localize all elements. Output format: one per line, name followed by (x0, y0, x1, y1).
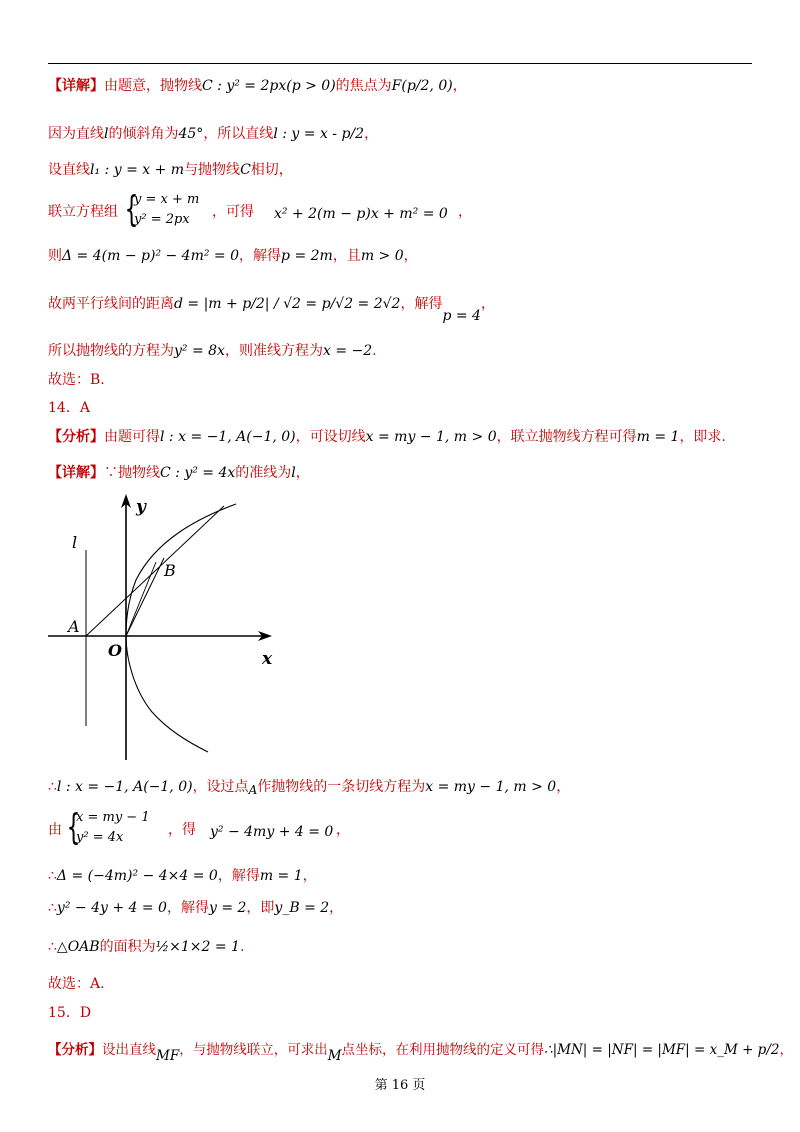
math: l : x = −1, A(−1, 0) (160, 429, 296, 445)
math: p = 2m (281, 248, 333, 264)
text: ， (403, 248, 418, 264)
math: ½×1×2 = 1 (155, 939, 240, 955)
text: ，则准线方程为 (224, 343, 323, 359)
text: ， (364, 126, 379, 142)
text: 的焦点为 (335, 78, 392, 94)
math: l₁ : y = x + m (90, 162, 185, 178)
math: 45° (178, 126, 204, 142)
line-7 (48, 341, 377, 361)
math: x = my − 1 (76, 810, 150, 825)
math: F(p/2, 0) (391, 78, 453, 94)
line-1 (48, 76, 467, 96)
label-o: O (108, 641, 122, 660)
parabola-figure (48, 490, 288, 765)
text: ，得 (168, 822, 196, 838)
text: 则 (48, 248, 62, 264)
math: y = 2 (208, 900, 247, 916)
detail-heading: 【详解】 (48, 465, 104, 481)
line-5 (48, 246, 418, 266)
math: p = 4 (442, 308, 481, 324)
text: ，设过点 (192, 779, 249, 795)
math: △OAB (56, 939, 100, 955)
math: y² − 4my + 4 = 0 (210, 824, 334, 840)
text: . (239, 939, 245, 955)
line-10 (48, 427, 726, 447)
math: M (327, 1048, 342, 1064)
line-2 (48, 124, 378, 144)
line-15 (48, 898, 343, 918)
math: MF (156, 1048, 180, 1064)
answer-b: 故选：B. (48, 372, 105, 388)
text: ， (329, 900, 344, 916)
page-footer: 第 16 页 (374, 1078, 426, 1093)
line-12 (48, 777, 570, 797)
text: ，与抛物线联立，可求出 (179, 1042, 328, 1058)
text: ，即 (246, 900, 275, 916)
text: ， (556, 779, 571, 795)
tangent-line (86, 506, 224, 636)
label-a: A (68, 617, 80, 636)
math: y² − 4y + 4 = 0 (56, 900, 167, 916)
text: 由题意，抛物线 (104, 78, 202, 94)
text: ，解得 (217, 868, 260, 884)
math: ∴|MN| = |NF| = |MF| = x_M + p/2 (544, 1042, 780, 1058)
text: ， (336, 822, 350, 838)
text: 的面积为 (99, 939, 156, 955)
math: C (240, 162, 251, 178)
line-11 (48, 463, 310, 483)
text: ，可得 (212, 204, 254, 220)
text: ∴ (48, 900, 57, 916)
line-6 (48, 294, 495, 324)
line-3 (48, 160, 293, 180)
text: ， (480, 296, 495, 312)
text: ， (302, 868, 317, 884)
math: l (291, 465, 296, 481)
text: ，解得 (239, 248, 282, 264)
math: C : y² = 4x (160, 465, 236, 481)
text: ，联立抛物线方程可得 (496, 429, 637, 445)
text: 与抛物线 (184, 162, 241, 178)
text: ，即求. (679, 429, 726, 445)
math: y_B = 2 (274, 900, 330, 916)
text: ， (295, 465, 310, 481)
math: m = 1 (259, 868, 303, 884)
question-14-label: 14．A (48, 400, 90, 416)
text: 点坐标，在利用抛物线的定义可得 (341, 1042, 545, 1058)
answer-a: 故选：A. (48, 976, 105, 992)
detail-heading: 【详解】 (48, 78, 104, 94)
brace: { (66, 807, 81, 848)
math: l : x = −1, A(−1, 0) (56, 779, 193, 795)
text: ∴ (48, 868, 57, 884)
math: C : y² = 2px(p > 0) (202, 78, 336, 94)
math: y = x + m (134, 192, 200, 207)
label-y: y (136, 497, 146, 517)
text: ∴ (48, 939, 57, 955)
math: x² + 2(m − p)x + m² = 0 (274, 206, 448, 222)
text: . (372, 343, 377, 359)
text: ，可设切线 (295, 429, 366, 445)
text: ， (779, 1042, 793, 1058)
text: 作抛物线的一条切线方程为 (257, 779, 426, 795)
line-19 (48, 1040, 793, 1064)
label-l: l (72, 533, 78, 552)
text: 故两平行线间的距离 (48, 296, 174, 312)
top-rule (48, 63, 752, 64)
text: 设直线 (48, 162, 90, 178)
math: l : y = x - p/2 (273, 126, 365, 142)
analysis-heading: 【分析】 (48, 1042, 102, 1058)
text: ∵抛物线 (104, 465, 160, 481)
math: x = my − 1, m > 0 (365, 429, 497, 445)
text: ，解得 (400, 296, 443, 312)
text: 由 (48, 822, 62, 838)
text: 联立方程组 (48, 204, 118, 220)
brace: { (124, 189, 139, 230)
text: 的倾斜角为 (108, 126, 179, 142)
text: 的准线为 (235, 465, 292, 481)
segment-ob (126, 558, 164, 636)
text: 相切， (250, 162, 293, 178)
question-15-label: 15．D (48, 1005, 92, 1021)
line-16 (48, 937, 244, 957)
text: ，解得 (166, 900, 209, 916)
math: A (248, 783, 258, 797)
math: y² = 2px (134, 212, 190, 227)
math: x = my − 1, m > 0 (425, 779, 557, 795)
label-x: x (262, 649, 273, 669)
text: ，所以直线 (203, 126, 274, 142)
math: Δ = (−4m)² − 4×4 = 0 (56, 868, 218, 884)
text: ， (452, 78, 467, 94)
math: y² = 4x (76, 830, 124, 845)
text: ， (458, 204, 472, 220)
parabola-curve (126, 504, 236, 752)
math: m = 1 (636, 429, 680, 445)
line-14 (48, 866, 317, 886)
math: l (104, 126, 109, 142)
math: d = |m + p/2| / √2 = p/√2 = 2√2 (174, 296, 401, 312)
text: 由题可得 (104, 429, 160, 445)
text: 所以抛物线的方程为 (48, 343, 174, 359)
analysis-heading: 【分析】 (48, 429, 104, 445)
label-b: B (164, 561, 176, 580)
math: Δ = 4(m − p)² − 4m² = 0 (62, 248, 240, 264)
math: m > 0 (360, 248, 404, 264)
math: x = −2 (322, 343, 373, 359)
math: y² = 8x (174, 343, 225, 359)
text: ，且 (332, 248, 361, 264)
text: 因为直线 (48, 126, 104, 142)
text: ∴ (48, 779, 57, 795)
text: 设出直线 (102, 1042, 156, 1058)
